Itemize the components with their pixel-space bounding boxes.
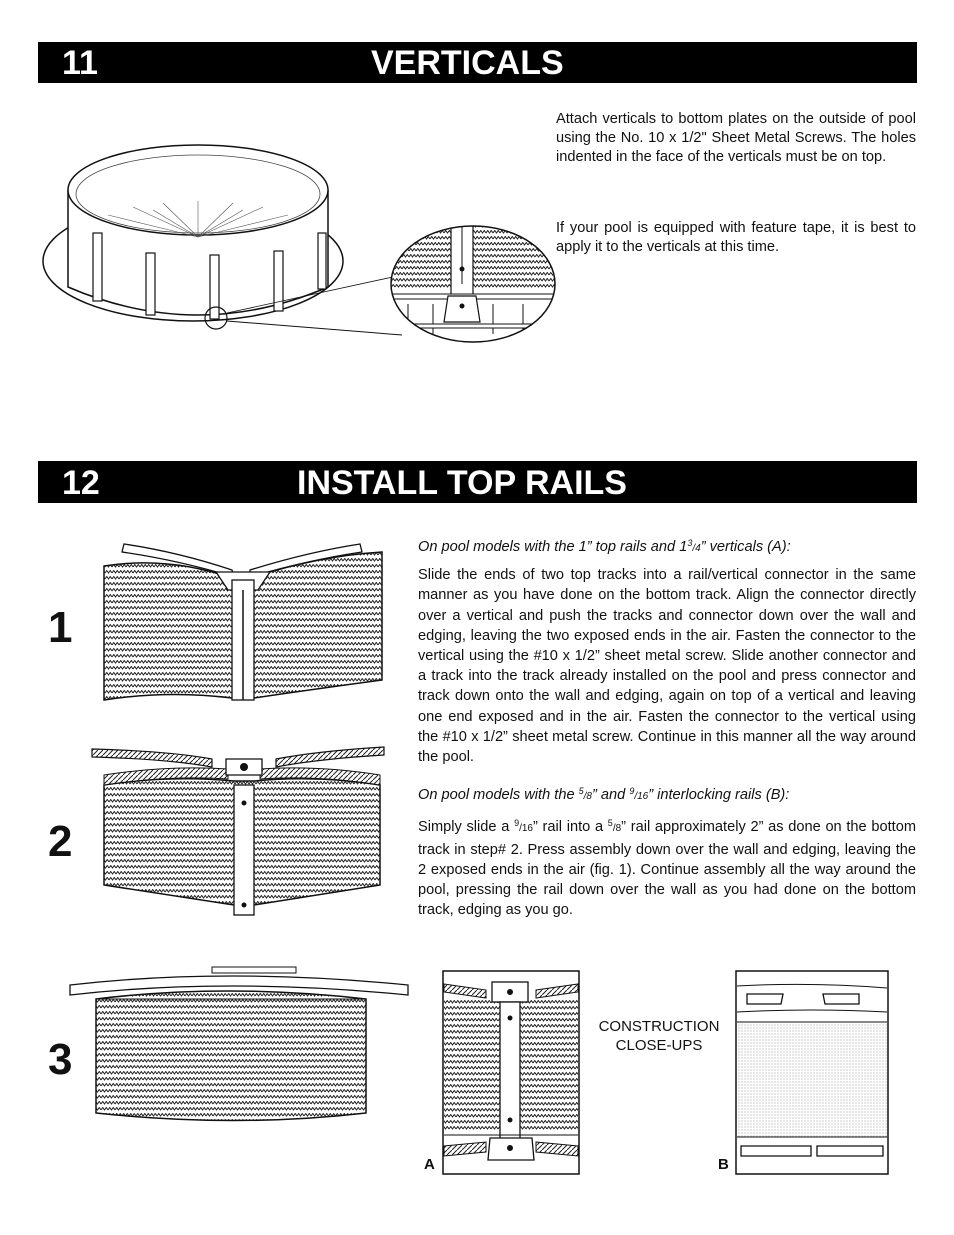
paragraph-b-post: ” rail approximately 2” as done on the bottom track in step# 2. Press assembly down over the wall and edging, leaving the 2 exposed ends in the air (fig. 1). Continue assembly all the way around the pool, pressing the rail down over the wall as you had done on the bottom track, edging as you go.	[418, 819, 916, 919]
closeup-a-label: A	[424, 1156, 435, 1173]
heading-a-text: On pool models with the 1” top rails and 1	[418, 539, 688, 555]
heading-b-post: ” interlocking rails (B):	[648, 787, 790, 804]
paragraph-b-sub2: /8	[612, 823, 622, 835]
section-11-number: 11	[62, 44, 98, 82]
closeup-b-label: B	[718, 1156, 729, 1173]
heading-b-text: On pool models with the	[418, 787, 579, 804]
closeup-b-illustration	[735, 970, 889, 1176]
vertical-closeup-illustration	[388, 224, 558, 344]
heading-b-mid: ” and	[591, 787, 630, 804]
heading-a	[418, 533, 916, 559]
paragraph-b-sup2: 5	[607, 818, 613, 829]
heading-b-sup2: 9	[629, 786, 635, 797]
paragraph-b	[418, 813, 916, 920]
heading-b-sub2: /16	[634, 791, 649, 803]
step-2-illustration	[88, 745, 388, 925]
section-11-header	[38, 42, 917, 83]
step-number-1: 1	[48, 603, 73, 652]
step-1-illustration	[98, 540, 388, 705]
step-number-2: 2	[48, 817, 73, 866]
closeup-a-illustration	[442, 970, 580, 1176]
paragraph-b-sup1: 9	[514, 818, 520, 829]
verticals-instructions: Attach verticals to bottom plates on the outside of pool using the No. 10 x 1/2" Sheet Metal Screws. The holes indented in the face of the verticals must be on top.	[556, 111, 916, 165]
section-12-number: 12	[62, 464, 100, 502]
heading-a-sup: 3	[687, 538, 693, 548]
section-11-title: VERTICALS	[371, 44, 564, 82]
heading-a-post: ” verticals (A):	[700, 539, 791, 555]
paragraph-b-sub1: /16	[519, 823, 533, 835]
paragraph-b-mid: ” rail into a	[532, 819, 608, 836]
heading-b-sup1: 5	[578, 786, 584, 797]
heading-b-sub1: /8	[583, 791, 592, 803]
heading-b	[418, 781, 916, 807]
heading-a-sub: /4	[692, 543, 701, 554]
closeups-caption: CONSTRUCTION CLOSE-UPS	[598, 1018, 720, 1054]
feature-tape-note: If your pool is equipped with feature tape, it is best to apply it to the verticals at this time.	[556, 220, 916, 255]
step-number-3: 3	[48, 1035, 73, 1084]
paragraph-b-pre: Simply slide a	[418, 819, 515, 836]
section-12-title: INSTALL TOP RAILS	[297, 464, 627, 502]
step-3-illustration	[66, 963, 412, 1133]
section-12-header	[38, 461, 917, 503]
paragraph-a: Slide the ends of two top tracks into a rail/vertical connector in the same manner as you have done on the bottom track. Align the connector directly over a vertical and push the tracks and connector down over the wall and edging, leaving the two exposed ends in the air. Fasten the connector to the vertical using the #10 x 1/2” sheet metal screw. Slide another connector and a track into the track already installed on the pool and press connector and track down onto the wall and edging, again on top of a vertical and leaving one end exposed and in the air. Fasten the connector to the vertical using the #10 x 1/2” sheet metal screw. Continue in this manner all the way around the pool.	[418, 567, 916, 766]
top-rails-instructions	[418, 533, 916, 920]
